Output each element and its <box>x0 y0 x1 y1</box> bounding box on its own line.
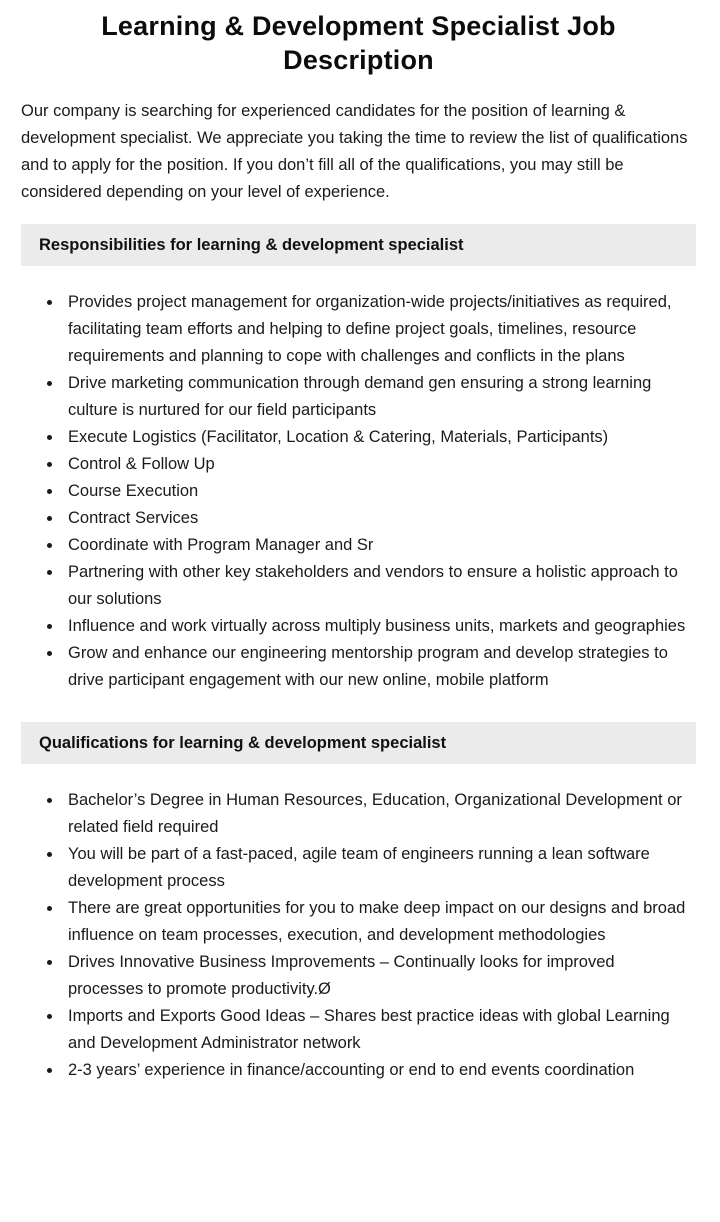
list-item: • Influence and work virtually across multiply business units, markets and geographies <box>63 613 692 640</box>
list-item: • Drives Innovative Business Improvements – Continually looks for improved processes to promote productivity.Ø <box>63 949 692 1003</box>
responsibilities-list <box>21 266 696 722</box>
list-item: • Course Execution <box>63 478 692 505</box>
intro-paragraph: Our company is searching for experienced candidates for the position of learning & development specialist. We appreciate you taking the time to review the list of qualifications and to apply for the position. If you don’t fill all of the qualifications, you may still be considered depending on your level of experience. <box>21 101 688 201</box>
list-item: • Grow and enhance our engineering mentorship program and develop strategies to drive participant engagement with our new online, mobile platform <box>63 640 692 694</box>
list-item: • Imports and Exports Good Ideas – Shares best practice ideas with global Learning and Development Administrator network <box>63 1003 692 1057</box>
page-title: Learning & Development Specialist Job Description <box>101 11 616 75</box>
list-item: • Contract Services <box>63 505 692 532</box>
list-item: • Provides project management for organization-wide projects/initiatives as required, facilitating team efforts and helping to define project goals, timelines, resource requirements and planning to cope with challenges and conflicts in the plans <box>63 289 692 370</box>
list-item: • 2-3 years’ experience in finance/accounting or end to end events coordination <box>63 1057 692 1084</box>
list-item: • Bachelor’s Degree in Human Resources, Education, Organizational Development or related field required <box>63 787 692 841</box>
qualifications-list <box>21 764 696 1112</box>
list-item: • Execute Logistics (Facilitator, Location & Catering, Materials, Participants) <box>63 424 692 451</box>
list-item: • Control & Follow Up <box>63 451 692 478</box>
list-item: • You will be part of a fast-paced, agile team of engineers running a lean software development process <box>63 841 692 895</box>
list-item: • Partnering with other key stakeholders and vendors to ensure a holistic approach to our solutions <box>63 559 692 613</box>
section-header-qualifications: Qualifications for learning & development specialist <box>21 722 696 764</box>
list-item: • Coordinate with Program Manager and Sr <box>63 532 692 559</box>
list-item: • Drive marketing communication through demand gen ensuring a strong learning culture is nurtured for our field participants <box>63 370 692 424</box>
section-header-responsibilities: Responsibilities for learning & development specialist <box>21 224 696 266</box>
list-item: • There are great opportunities for you to make deep impact on our designs and broad influence on team processes, execution, and development methodologies <box>63 895 692 949</box>
